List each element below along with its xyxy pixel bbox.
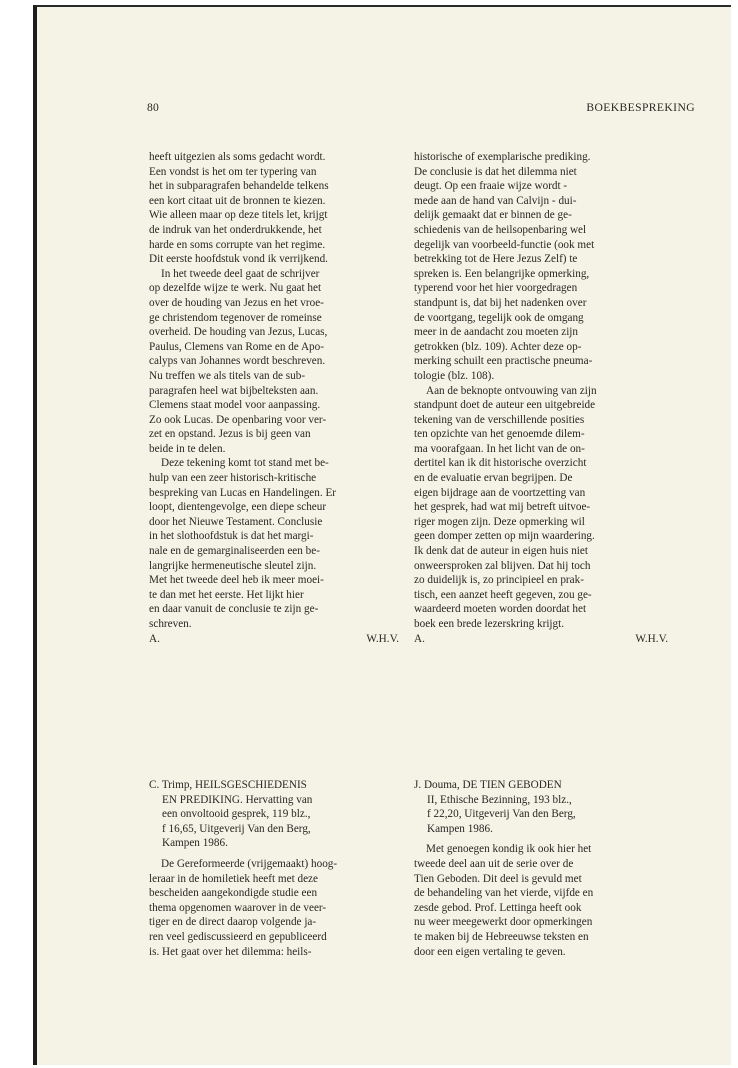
text-line: Een vondst is het om ter typering van — [149, 165, 317, 178]
book-heading-line: Kampen 1986. — [427, 822, 493, 835]
paragraph — [414, 842, 668, 959]
text-line: Paulus, Clemens van Rome en de Apo- — [149, 340, 324, 353]
text-line: in het slothoofdstuk is dat het margi- — [149, 530, 314, 543]
text-line: Aan de beknopte ontvouwing van zijn — [426, 384, 597, 397]
text-line: ren veel gediscussieerd en gepubliceerd — [149, 930, 327, 943]
text-line: tisch, een aanzet heeft gegeven, zou ge- — [414, 588, 592, 601]
text-line: deugt. Op een fraaie wijze wordt - — [414, 180, 568, 193]
text-line: Wie alleen maar op deze titels let, krijgt — [149, 209, 328, 222]
text-line: te dan met het eerste. Het lijkt hier — [149, 588, 304, 601]
signature-initial: A. — [149, 632, 160, 645]
text-line: op dezelfde wijze te werk. Nu gaat het — [149, 282, 322, 295]
text-line: de behandeling van het vierde, vijfde en — [414, 887, 594, 900]
text-line: riger mogen zijn. Deze opmerking wil — [414, 515, 585, 528]
text-line: is. Het gaat over het dilemma: heils- — [149, 945, 312, 958]
text-line: heeft uitgezien als soms gedacht wordt. — [149, 151, 326, 163]
text-line: historische of exemplarische prediking. — [414, 151, 591, 163]
book-heading-line: J. Douma, DE TIEN GEBODEN — [414, 779, 562, 791]
text-line: een kort citaat uit de bronnen te kiezen. — [149, 194, 326, 207]
text-line: mede aan de hand van Calvijn - dui- — [414, 194, 577, 207]
text-line: ge christendom tegenover de romeinse — [149, 311, 322, 324]
signature-author: W.H.V. — [635, 632, 668, 645]
text-line: nale en de gemarginaliseerden een be- — [149, 545, 320, 558]
book-heading-line: C. Trimp, HEILSGESCHIEDENIS — [149, 779, 307, 791]
text-line: delijk gemaakt dat er binnen de ge- — [414, 209, 572, 222]
text-line: de indruk van het onderdrukkende, het — [149, 223, 322, 236]
text-line: zo duidelijk is, zo principieel en prak- — [414, 574, 584, 587]
text-line: In het tweede deel gaat de schrijver — [161, 267, 320, 280]
section-title: BOEKBESPREKING — [586, 101, 695, 114]
text-line: tekening van de verschillende posities — [414, 413, 585, 426]
text-line: Tien Geboden. Dit deel is gevuld met — [414, 872, 582, 885]
text-line: degelijk van voorbeeld-functie (ook met — [414, 238, 595, 251]
text-line: door het Nieuwe Testament. Conclusie — [149, 515, 323, 528]
text-line: schiedenis van de heilsopenbaring wel — [414, 223, 587, 236]
text-line: te maken bij de Hebreeuwse teksten en — [414, 930, 589, 943]
text-line: zet en opstand. Jezus is bij geen van — [149, 428, 311, 441]
text-line: Deze tekening komt tot stand met be- — [161, 457, 329, 470]
text-line: leraar in de homiletiek heeft met deze — [149, 872, 318, 885]
text-line: harde en soms corrupte van het regime. — [149, 238, 326, 251]
text-line: merking schuilt een practische pneuma- — [414, 355, 593, 368]
text-line: paragrafen heel wat bijbelteksten aan. — [149, 384, 319, 397]
text-line: standpunt doet de auteur een uitgebreide — [414, 399, 596, 412]
text-line: en de evaluatie ervan begrijpen. De — [414, 472, 573, 485]
text-line: Nu treffen we als titels van de sub- — [149, 369, 306, 382]
text-line: de voortgang, tegelijk ook de omgang — [414, 311, 584, 324]
signature-line — [149, 632, 399, 647]
paragraph — [149, 267, 399, 457]
text-line: Met genoegen kondig ik ook hier het — [426, 843, 592, 856]
text-line: spreken is. Een belangrijke opmerking, — [414, 267, 590, 280]
text-line: Met het tweede deel heb ik meer moei- — [149, 574, 324, 587]
text-line: getrokken (blz. 109). Achter deze op- — [414, 340, 582, 353]
text-line: tiger en de direct daarop volgende ja- — [149, 916, 317, 929]
text-line: langrijke hermeneutische sleutel zijn. — [149, 559, 317, 572]
column-left-top — [149, 150, 399, 646]
signature-initial: A. — [414, 632, 425, 645]
book-heading-line: f 16,65, Uitgeverij Van den Berg, — [162, 822, 311, 835]
text-line: standpunt is, dat bij het nadenken over — [414, 296, 587, 309]
text-line: De conclusie is dat het dilemma niet — [414, 165, 577, 178]
text-line: onweersproken zal blijven. Dat hij toch — [414, 559, 591, 572]
text-line: betrekking tot de Here Jezus Zelf) te — [414, 253, 578, 266]
text-line: calyps van Johannes wordt beschreven. — [149, 355, 326, 368]
text-line: geen domper zetten op mijn waardering. — [414, 530, 595, 543]
text-line: Ik denk dat de auteur in eigen huis niet — [414, 545, 588, 558]
text-line: De Gereformeerde (vrijgemaakt) hoog- — [161, 857, 338, 870]
text-line: tweede deel aan uit de serie over de — [414, 857, 574, 870]
book-heading-line: II, Ethische Bezinning, 193 blz., — [427, 793, 572, 806]
text-line: beide in te delen. — [149, 442, 226, 455]
paragraph — [149, 150, 399, 267]
text-line: nu weer meegewerkt door opmerkingen — [414, 916, 593, 929]
column-right-top — [414, 150, 668, 646]
text-line: het gesprek, had wat mij betreft uitvoe- — [414, 501, 591, 514]
text-line: typerend voor het hier voorgedragen — [414, 282, 578, 295]
text-line: hulp van een zeer historisch-kritische — [149, 472, 317, 485]
book-listing-heading — [414, 778, 668, 836]
text-line: dertitel kan ik dit historische overzicht — [414, 457, 587, 470]
signature-line — [414, 632, 668, 647]
paragraph — [149, 857, 399, 959]
running-header — [147, 101, 695, 117]
text-line: eigen bijdrage aan de voortzetting van — [414, 486, 586, 499]
text-line: het in subparagrafen behandelde telkens — [149, 180, 329, 193]
text-line: overheid. De houding van Jezus, Lucas, — [149, 326, 328, 339]
book-listing-heading — [149, 778, 399, 851]
paragraph — [149, 456, 399, 631]
text-line: ma voorafgaan. In het licht van de on- — [414, 442, 585, 455]
text-line: bespreking van Lucas en Handelingen. Er — [149, 486, 337, 499]
text-line: en daar vanuit de conclusie te zijn ge- — [149, 603, 319, 616]
text-line: tologie (blz. 108). — [414, 369, 495, 382]
text-line: waardeerd moeten worden doordat het — [414, 603, 587, 616]
scanned-page — [33, 5, 731, 1065]
book-heading-line: een onvoltooid gesprek, 119 blz., — [162, 808, 311, 821]
text-line: bescheiden aangekondigde studie een — [149, 887, 318, 900]
page-number: 80 — [147, 101, 159, 114]
text-line: ten opzichte van het genoemde dilem- — [414, 428, 585, 441]
text-line: thema opgenomen waarover in de veer- — [149, 901, 327, 914]
text-line: Zo ook Lucas. De openbaring voor ver- — [149, 413, 327, 426]
text-line: zesde gebod. Prof. Lettinga heeft ook — [414, 901, 582, 914]
text-line: schreven. — [149, 618, 192, 630]
book-heading-line: f 22,20, Uitgeverij Van den Berg, — [427, 808, 576, 821]
signature-author: W.H.V. — [366, 632, 399, 645]
text-line: Dit eerste hoofdstuk vond ik verrijkend. — [149, 253, 328, 266]
text-line: loopt, dientengevolge, een diepe scheur — [149, 501, 327, 514]
text-line: door een eigen vertaling te geven. — [414, 945, 566, 958]
text-line: over de houding van Jezus en het vroe- — [149, 296, 324, 309]
paragraph — [414, 384, 668, 632]
column-left-bottom — [149, 778, 399, 959]
text-line: Clemens staat model voor aanpassing. — [149, 399, 321, 412]
column-right-bottom — [414, 778, 668, 959]
text-line: boek een brede lezerskring krijgt. — [414, 618, 565, 630]
book-heading-line: Kampen 1986. — [162, 837, 228, 850]
paragraph — [414, 150, 668, 384]
book-heading-line: EN PREDIKING. Hervatting van — [162, 793, 313, 806]
text-line: meer in de aandacht zou moeten zijn — [414, 326, 579, 339]
